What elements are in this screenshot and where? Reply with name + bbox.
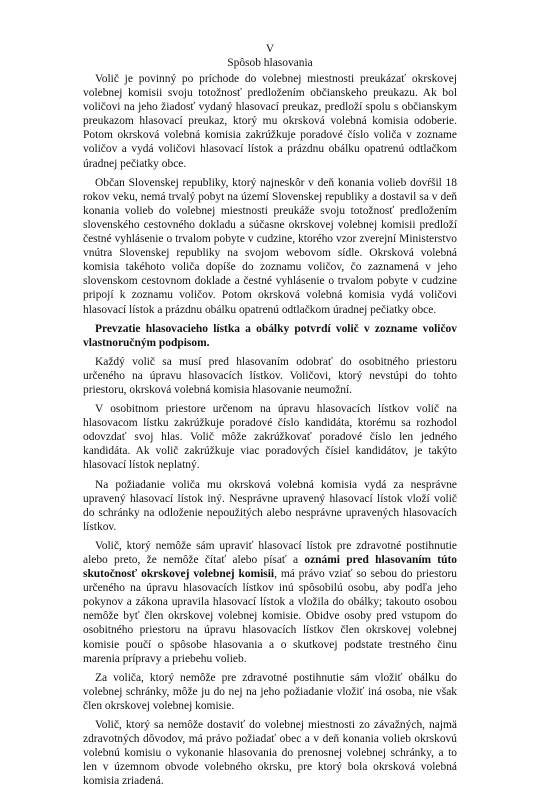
assisted-voting-text-end: , má právo vziať so sebou do priestoru určeného na úpravu hlasovacích lístkov inú spôsobilú osobu, aby podľa jeho pokynov a zákona upravila hlasovací lístok a vložila do obálky; takouto osobou nemôže byť člen okrskovej volebnej komisie. Obidve osoby pred vstupom do osobitného priestoru na úpravu hlasovacích lístkov člen okrskovej volebnej komisie poučí o spôsobe hlasovania a o skutkovej podstate trestného činu marenia prípravy a priebehu volieb. [83, 568, 457, 665]
paragraph-identity-check: Volič je povinný po príchode do volebnej miestnosti preukázať okrskovej volebnej komisii svoju totožnosť predložením občianskeho preukazu. Ak bol voličovi na jeho žiadosť vydaný hlasovací preukaz, predloží spolu s občianskym preukazom hlasovací preukaz, ktorý mu okrsková volebná komisia odoberie. Potom okrsková volebná komisia zakrúžkuje poradové číslo voliča v zozname voličov a vydá voličovi hlasovací lístok a prázdnu obálku opatrenú odtlačkom úradnej pečiatky obce. [83, 73, 457, 170]
paragraph-ballot-marking: V osobitnom priestore určenom na úpravu hlasovacích lístkov volič na hlasovacom lístku zakrúžkuje poradové číslo kandidáta, ktorému sa rozhodol odovzdať svoj hlas. Volič môže zakrúžkovať poradové číslo len jedného kandidáta. Ak volič zakrúžkuje viac poradových čísiel kandidátov, je takýto hlasovací lístok neplatný. [83, 403, 457, 472]
paragraph-portable-ballot-box: Volič, ktorý sa nemôže dostaviť do volebnej miestnosti zo závažných, najmä zdravotných dôvodov, má právo požiadať obec a v deň konania volieb okrskovú volebnú komisiu o vykonanie hlasovania do prenosnej volebnej schránky, a to len v územnom obvode volebného okrsku, pre ktorý bola okrsková volebná komisia zriadená. [83, 719, 457, 788]
paragraph-replacement-ballot: Na požiadanie voliča mu okrsková volebná komisia vydá za nesprávne upravený hlasovací lístok iný. Nesprávne upravený hlasovací lístok vloží volič do schránky na odloženie nepoužitých alebo nesprávne upravených hlasovacích lístkov. [83, 478, 457, 533]
document-body [83, 72, 457, 794]
paragraph-citizen-abroad: Občan Slovenskej republiky, ktorý najneskôr v deň konania volieb dovŕšil 18 rokov veku, nemá trvalý pobyt na území Slovenskej republiky a dostavil sa v deň konania volieb do volebnej miestnosti preukáže svoju totožnosť predložením slovenského cestovného dokladu a súčasne okrskovej volebnej komisii predloží čestné vyhlásenie o trvalom pobyte v cudzine, ktorého vzor zverejní Ministerstvo vnútra Slovenskej republiky na svojom webovom sídle. Okrsková volebná komisia takéhoto voliča dopíše do zoznamu voličov, čo zaznamená v jeho slovenskom cestovnom doklade a čestné vyhlásenie o trvalom pobyte v cudzine pripojí k zoznamu voličov. Potom okrsková volebná komisia vydá voličovi hlasovací lístok a prázdnu obálku opatrenú odtlačkom úradnej pečiatky obce. [83, 176, 457, 316]
paragraph-voting-booth: Každý volič sa musí pred hlasovaním odobrať do osobitného priestoru určeného na úpravu hlasovacích lístkov. Voličovi, ktorý nevstúpi do tohto priestoru, okrsková volebná komisia hlasovanie neumožní. [83, 355, 457, 396]
section-title: Spôsob hlasovania [227, 57, 313, 69]
section-number: V [265, 43, 275, 55]
assisted-voting-bold-text: oznámi pred hlasovaním túto skutočnosť okrskovej volebnej komisii [83, 554, 457, 581]
paragraph-assisted-voting [83, 539, 457, 666]
assisted-voting-text-start: Volič, ktorý nemôže sám upraviť hlasovací lístok pre zdravotné postihnutie alebo preto, že nemôže čítať alebo písať a [83, 539, 457, 566]
paragraph-signature-confirmation: Prevzatie hlasovacieho lístka a obálky potvrdí volič v zozname voličov vlastnoručným podpisom. [83, 322, 457, 349]
paragraph-envelope-insertion: Za voliča, ktorý nemôže pre zdravotné postihnutie sám vložiť obálku do volebnej schránky, môže ju do nej na jeho požiadanie vložiť iná osoba, nie však člen okrskovej volebnej komisie. [83, 671, 457, 712]
